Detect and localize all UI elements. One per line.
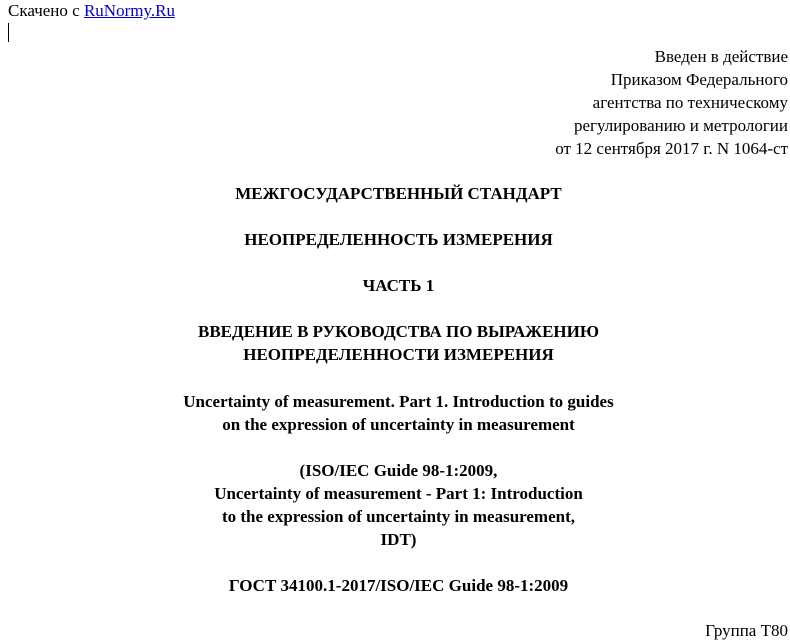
iso-reference-line: (ISO/IEC Guide 98-1:2009,: [299, 461, 498, 480]
iso-reference-line: Uncertainty of measurement - Part 1: Introduction: [214, 484, 583, 503]
document-title-text: НЕОПРЕДЕЛЕННОСТЬ ИЗМЕРЕНИЯ: [244, 230, 553, 249]
designation-text: ГОСТ 34100.1-2017/ISO/IEC Guide 98-1:2009: [228, 576, 569, 595]
approval-line: агентства по техническому: [592, 93, 788, 112]
part-text: ЧАСТЬ 1: [362, 276, 435, 295]
iso-reference: [0, 459, 790, 551]
iso-reference-line: to the expression of uncertainty in measurement,: [221, 507, 576, 526]
subtitle-line: ВВЕДЕНИЕ В РУКОВОДСТВА ПО ВЫРАЖЕНИЮ: [197, 322, 599, 341]
approval-line: от 12 сентября 2017 г. N 1064-ст: [555, 139, 788, 158]
source-line: [8, 1, 175, 21]
approval-note: [555, 45, 788, 160]
group-code: Группа Т80: [705, 621, 788, 640]
source-link[interactable]: RuNormy.Ru: [83, 1, 175, 20]
iso-reference-line: IDT): [380, 530, 417, 549]
english-title-line: Uncertainty of measurement. Part 1. Introduction to guides: [183, 392, 614, 411]
english-title: [0, 390, 790, 436]
approval-line: регулированию и метрологии: [573, 116, 788, 135]
standard-type-heading: [0, 182, 790, 205]
source-prefix: Скачено с: [8, 1, 84, 20]
document-title: [0, 228, 790, 251]
standard-designation: [0, 574, 790, 597]
english-title-line: on the expression of uncertainty in measurement: [222, 415, 575, 434]
standard-type-text: МЕЖГОСУДАРСТВЕННЫЙ СТАНДАРТ: [235, 184, 562, 203]
part-heading: [0, 274, 790, 297]
text-cursor: [8, 23, 9, 42]
subtitle-heading: [0, 320, 790, 366]
subtitle-line: НЕОПРЕДЕЛЕННОСТИ ИЗМЕРЕНИЯ: [243, 345, 554, 364]
approval-line: Приказом Федерального: [610, 70, 788, 89]
approval-line: Введен в действие: [654, 47, 788, 66]
